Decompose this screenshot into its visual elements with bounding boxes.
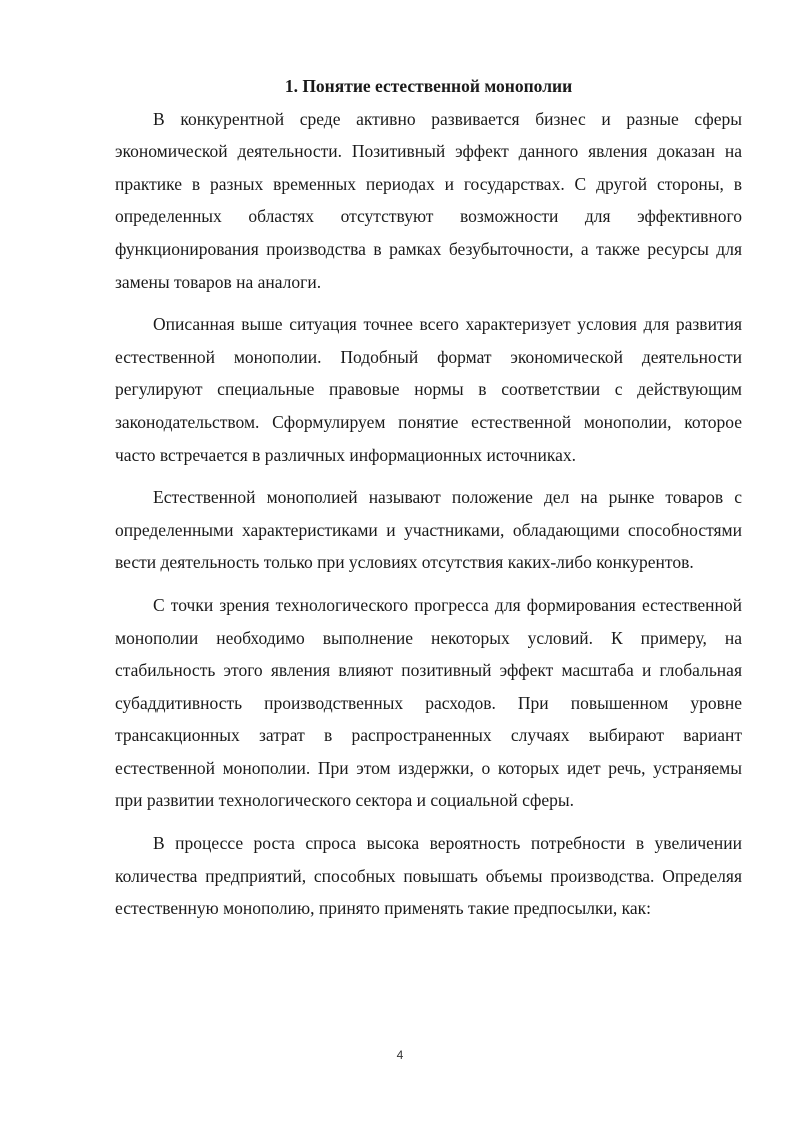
paragraph-5: В процессе роста спроса высока вероятность потребности в увеличении количества предприятий, способных повышать объемы производства. Определяя естественную монополию, принято применять такие предпосылки, как: <box>115 833 742 919</box>
paragraph-1: В конкурентной среде активно развивается бизнес и разные сферы экономической деятельности. Позитивный эффект данного явления доказан на практике в разных временных периодах и государствах. С другой стороны, в определенных областях отсутствуют возможности для эффективного функционирования производства в рамках безубыточности, а также ресурсы для замены товаров на аналоги. <box>115 108 742 292</box>
section-title: 1. Понятие естественной монополии <box>284 76 573 96</box>
paragraph-2: Описанная выше ситуация точнее всего характеризует условия для развития естественной монополии. Подобный формат экономической деятельности регулируют специальные правовые нормы в соответствии с действующим законодательством. Сформулируем понятие естественной монополии, которое часто встречается в различных информационных источниках. <box>115 314 742 465</box>
document-page <box>115 70 742 935</box>
paragraph-3: Естественной монополией называют положение дел на рынке товаров с определенными характеристиками и участниками, обладающими способностями вести деятельность только при условиях отсутствия каких-либо конкурентов. <box>115 487 742 573</box>
page-number: 4 <box>396 1048 404 1062</box>
paragraph-4: С точки зрения технологического прогресса для формирования естественной монополии необходимо выполнение некоторых условий. К примеру, на стабильность этого явления влияют позитивный эффект масштаба и глобальная субаддитивность производственных расходов. При повышенном уровне трансакционных затрат в распространенных случаях выбирают вариант естественной монополии. При этом издержки, о которых идет речь, устраняемы при развитии технологического сектора и социальной сферы. <box>115 594 742 811</box>
